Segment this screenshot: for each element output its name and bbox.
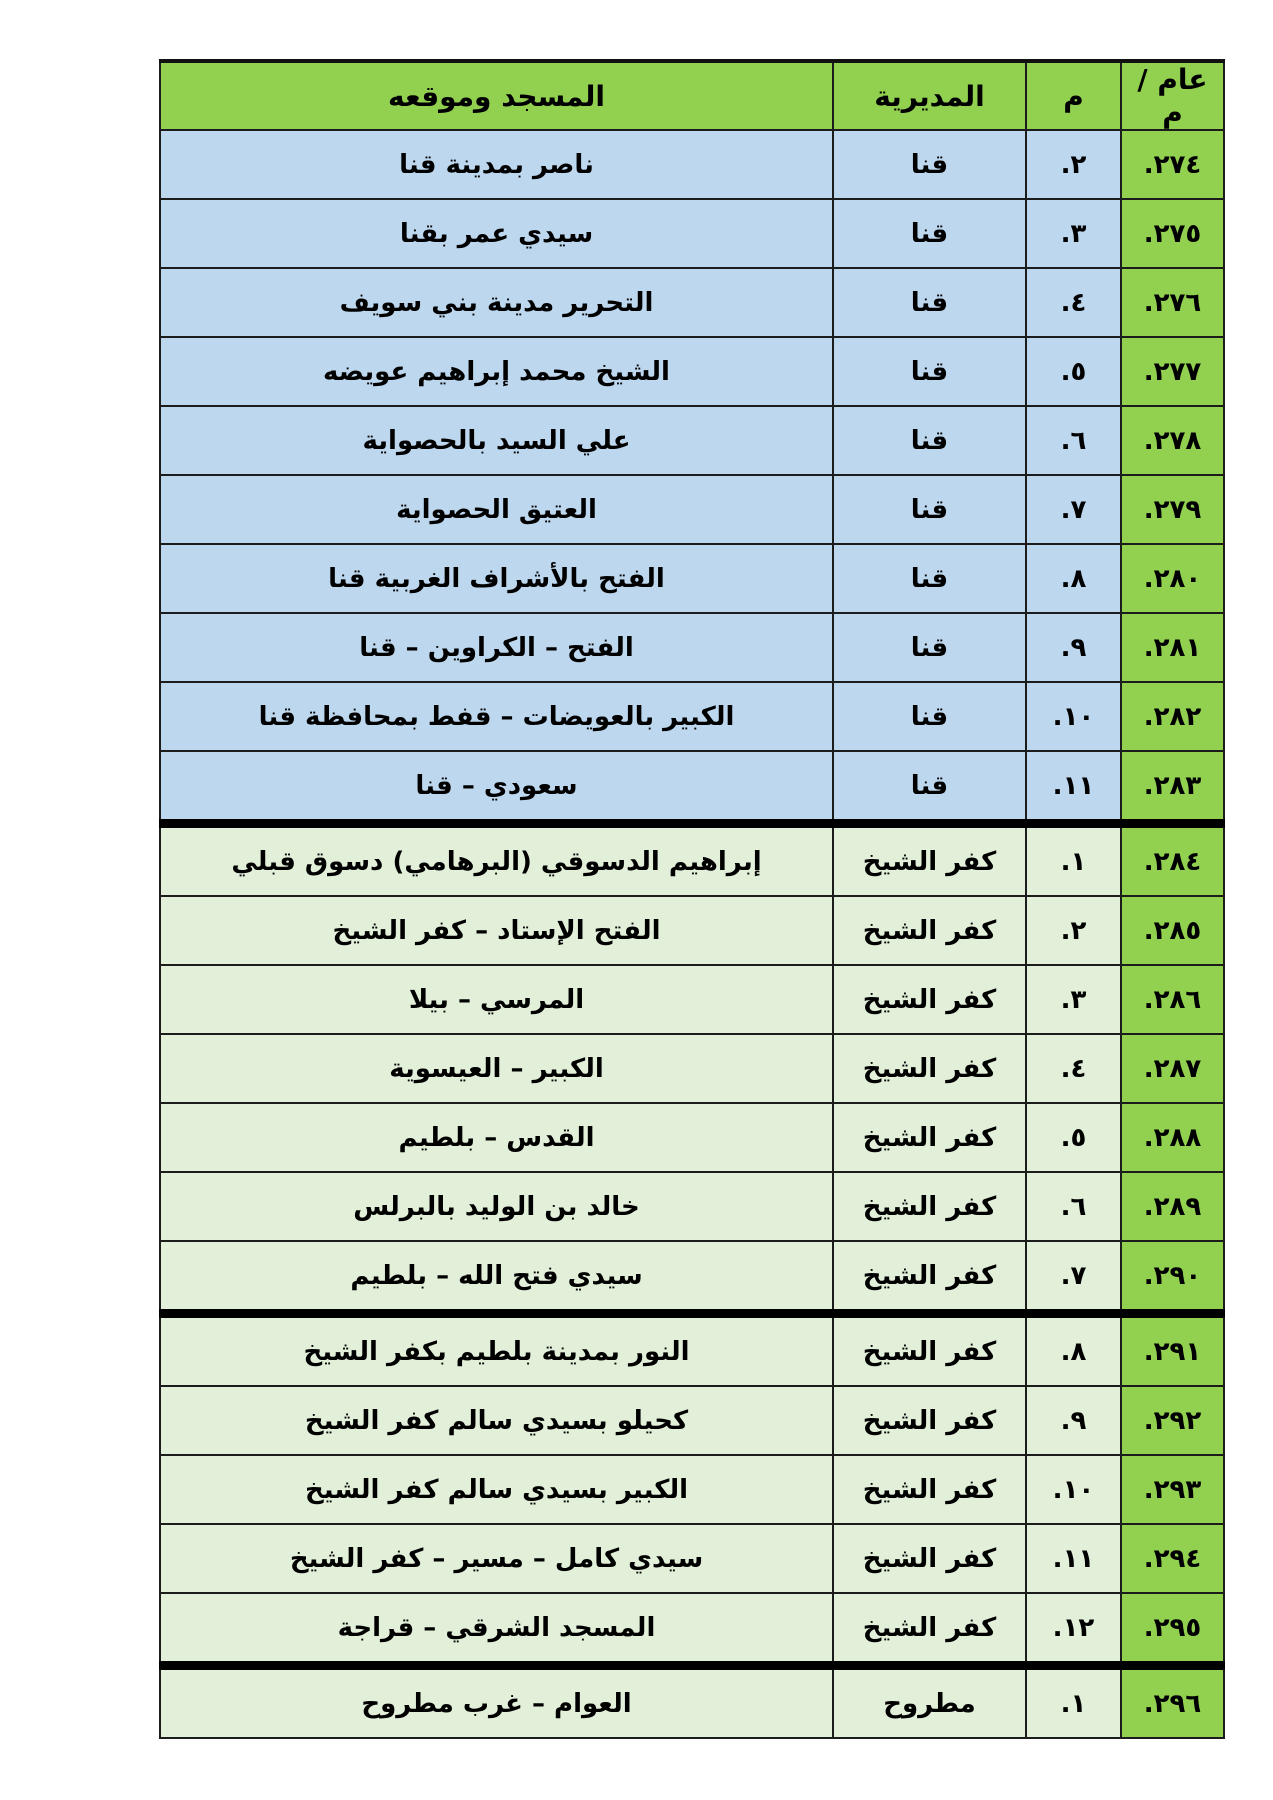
mosque-cell: خالد بن الوليد بالبرلس bbox=[160, 1172, 833, 1241]
directorate-cell: قنا bbox=[833, 199, 1026, 268]
table-row bbox=[160, 544, 1224, 613]
directorate-cell: قنا bbox=[833, 751, 1026, 824]
table-row bbox=[160, 1593, 1224, 1666]
row-number-cell: .١١ bbox=[1026, 1524, 1121, 1593]
mosque-cell: الشيخ محمد إبراهيم عويضه bbox=[160, 337, 833, 406]
serial-cell: .٢٨٧ bbox=[1121, 1034, 1224, 1103]
mosque-cell: النور بمدينة بلطيم بكفر الشيخ bbox=[160, 1314, 833, 1387]
table-row bbox=[160, 1314, 1224, 1387]
mosque-cell: كحيلو بسيدي سالم كفر الشيخ bbox=[160, 1386, 833, 1455]
mosque-cell: علي السيد بالحصواية bbox=[160, 406, 833, 475]
serial-cell: .٢٨٢ bbox=[1121, 682, 1224, 751]
row-number-cell: .٨ bbox=[1026, 1314, 1121, 1387]
table-row bbox=[160, 1172, 1224, 1241]
row-number-cell: .٤ bbox=[1026, 268, 1121, 337]
serial-cell: .٢٧٤ bbox=[1121, 130, 1224, 199]
table-row bbox=[160, 475, 1224, 544]
directorate-cell: كفر الشيخ bbox=[833, 1241, 1026, 1314]
serial-cell: .٢٨٨ bbox=[1121, 1103, 1224, 1172]
serial-cell: .٢٧٧ bbox=[1121, 337, 1224, 406]
table-row bbox=[160, 406, 1224, 475]
mosque-cell: التحرير مدينة بني سويف bbox=[160, 268, 833, 337]
serial-cell: .٢٨٩ bbox=[1121, 1172, 1224, 1241]
table-row bbox=[160, 824, 1224, 897]
mosque-cell: الفتح بالأشراف الغربية قنا bbox=[160, 544, 833, 613]
directorate-cell: قنا bbox=[833, 544, 1026, 613]
serial-cell: .٢٩١ bbox=[1121, 1314, 1224, 1387]
serial-cell: .٢٨١ bbox=[1121, 613, 1224, 682]
row-number-cell: .١٠ bbox=[1026, 1455, 1121, 1524]
directorate-cell: كفر الشيخ bbox=[833, 1455, 1026, 1524]
row-number-cell: .١١ bbox=[1026, 751, 1121, 824]
table-row bbox=[160, 1524, 1224, 1593]
header-directorate-cell: المديرية bbox=[833, 61, 1026, 130]
serial-cell: .٢٧٩ bbox=[1121, 475, 1224, 544]
directorate-cell: قنا bbox=[833, 130, 1026, 199]
mosque-cell: العوام – غرب مطروح bbox=[160, 1666, 833, 1739]
row-number-cell: .١ bbox=[1026, 1666, 1121, 1739]
serial-cell: .٢٨٤ bbox=[1121, 824, 1224, 897]
serial-cell: .٢٧٨ bbox=[1121, 406, 1224, 475]
table-row bbox=[160, 130, 1224, 199]
serial-cell: .٢٩٢ bbox=[1121, 1386, 1224, 1455]
mosque-cell: ناصر بمدينة قنا bbox=[160, 130, 833, 199]
row-number-cell: .١٢ bbox=[1026, 1593, 1121, 1666]
mosque-cell: إبراهيم الدسوقي (البرهامي) دسوق قبلي bbox=[160, 824, 833, 897]
serial-cell: .٢٩٦ bbox=[1121, 1666, 1224, 1739]
row-number-cell: .٧ bbox=[1026, 1241, 1121, 1314]
table-row bbox=[160, 1241, 1224, 1314]
header-number-cell: م bbox=[1026, 61, 1121, 130]
row-number-cell: .٦ bbox=[1026, 406, 1121, 475]
table-row bbox=[160, 1666, 1224, 1739]
serial-cell: .٢٨٠ bbox=[1121, 544, 1224, 613]
table-row bbox=[160, 199, 1224, 268]
directorate-cell: مطروح bbox=[833, 1666, 1026, 1739]
row-number-cell: .٣ bbox=[1026, 965, 1121, 1034]
directorate-cell: قنا bbox=[833, 682, 1026, 751]
serial-cell: .٢٧٦ bbox=[1121, 268, 1224, 337]
serial-cell: .٢٨٥ bbox=[1121, 896, 1224, 965]
directorate-cell: قنا bbox=[833, 475, 1026, 544]
row-number-cell: .٤ bbox=[1026, 1034, 1121, 1103]
row-number-cell: .٥ bbox=[1026, 337, 1121, 406]
serial-cell: .٢٩٣ bbox=[1121, 1455, 1224, 1524]
row-number-cell: .٦ bbox=[1026, 1172, 1121, 1241]
mosque-cell: الكبير بالعويضات – قفط بمحافظة قنا bbox=[160, 682, 833, 751]
directorate-cell: كفر الشيخ bbox=[833, 1314, 1026, 1387]
table-row bbox=[160, 751, 1224, 824]
row-number-cell: .١ bbox=[1026, 824, 1121, 897]
directorate-cell: قنا bbox=[833, 406, 1026, 475]
directorate-cell: كفر الشيخ bbox=[833, 1034, 1026, 1103]
serial-cell: .٢٩٥ bbox=[1121, 1593, 1224, 1666]
serial-cell: .٢٨٣ bbox=[1121, 751, 1224, 824]
table-row bbox=[160, 1103, 1224, 1172]
mosque-cell: المرسي – بيلا bbox=[160, 965, 833, 1034]
mosques-table bbox=[159, 59, 1225, 1739]
row-number-cell: .٩ bbox=[1026, 613, 1121, 682]
mosque-cell: القدس – بلطيم bbox=[160, 1103, 833, 1172]
directorate-cell: قنا bbox=[833, 613, 1026, 682]
header-row bbox=[160, 61, 1224, 130]
table-row bbox=[160, 682, 1224, 751]
mosque-cell: الكبير – العيسوية bbox=[160, 1034, 833, 1103]
table-row bbox=[160, 1386, 1224, 1455]
directorate-cell: كفر الشيخ bbox=[833, 824, 1026, 897]
mosque-cell: الفتح – الكراوين – قنا bbox=[160, 613, 833, 682]
table-row bbox=[160, 896, 1224, 965]
directorate-cell: كفر الشيخ bbox=[833, 1172, 1026, 1241]
directorate-cell: كفر الشيخ bbox=[833, 1524, 1026, 1593]
table-row bbox=[160, 1034, 1224, 1103]
serial-cell: .٢٩٤ bbox=[1121, 1524, 1224, 1593]
directorate-cell: كفر الشيخ bbox=[833, 896, 1026, 965]
header-serial-cell: عام /م bbox=[1121, 61, 1224, 130]
table-body bbox=[160, 130, 1224, 1738]
directorate-cell: كفر الشيخ bbox=[833, 1103, 1026, 1172]
mosque-cell: سيدي عمر بقنا bbox=[160, 199, 833, 268]
table-row bbox=[160, 613, 1224, 682]
row-number-cell: .٧ bbox=[1026, 475, 1121, 544]
directorate-cell: قنا bbox=[833, 337, 1026, 406]
mosque-cell: الكبير بسيدي سالم كفر الشيخ bbox=[160, 1455, 833, 1524]
table-row bbox=[160, 268, 1224, 337]
row-number-cell: .٢ bbox=[1026, 896, 1121, 965]
directorate-cell: كفر الشيخ bbox=[833, 965, 1026, 1034]
mosque-cell: العتيق الحصواية bbox=[160, 475, 833, 544]
mosque-cell: سعودي – قنا bbox=[160, 751, 833, 824]
row-number-cell: .٢ bbox=[1026, 130, 1121, 199]
table-row bbox=[160, 337, 1224, 406]
serial-cell: .٢٨٦ bbox=[1121, 965, 1224, 1034]
table-row bbox=[160, 1455, 1224, 1524]
directorate-cell: قنا bbox=[833, 268, 1026, 337]
mosque-cell: الفتح الإستاد – كفر الشيخ bbox=[160, 896, 833, 965]
row-number-cell: .٥ bbox=[1026, 1103, 1121, 1172]
mosque-cell: سيدي فتح الله – بلطيم bbox=[160, 1241, 833, 1314]
directorate-cell: كفر الشيخ bbox=[833, 1593, 1026, 1666]
mosque-cell: سيدي كامل – مسير – كفر الشيخ bbox=[160, 1524, 833, 1593]
row-number-cell: .٩ bbox=[1026, 1386, 1121, 1455]
serial-cell: .٢٩٠ bbox=[1121, 1241, 1224, 1314]
header-mosque-cell: المسجد وموقعه bbox=[160, 61, 833, 130]
directorate-cell: كفر الشيخ bbox=[833, 1386, 1026, 1455]
serial-cell: .٢٧٥ bbox=[1121, 199, 1224, 268]
row-number-cell: .٣ bbox=[1026, 199, 1121, 268]
table-row bbox=[160, 965, 1224, 1034]
mosque-cell: المسجد الشرقي – قراجة bbox=[160, 1593, 833, 1666]
row-number-cell: .١٠ bbox=[1026, 682, 1121, 751]
row-number-cell: .٨ bbox=[1026, 544, 1121, 613]
